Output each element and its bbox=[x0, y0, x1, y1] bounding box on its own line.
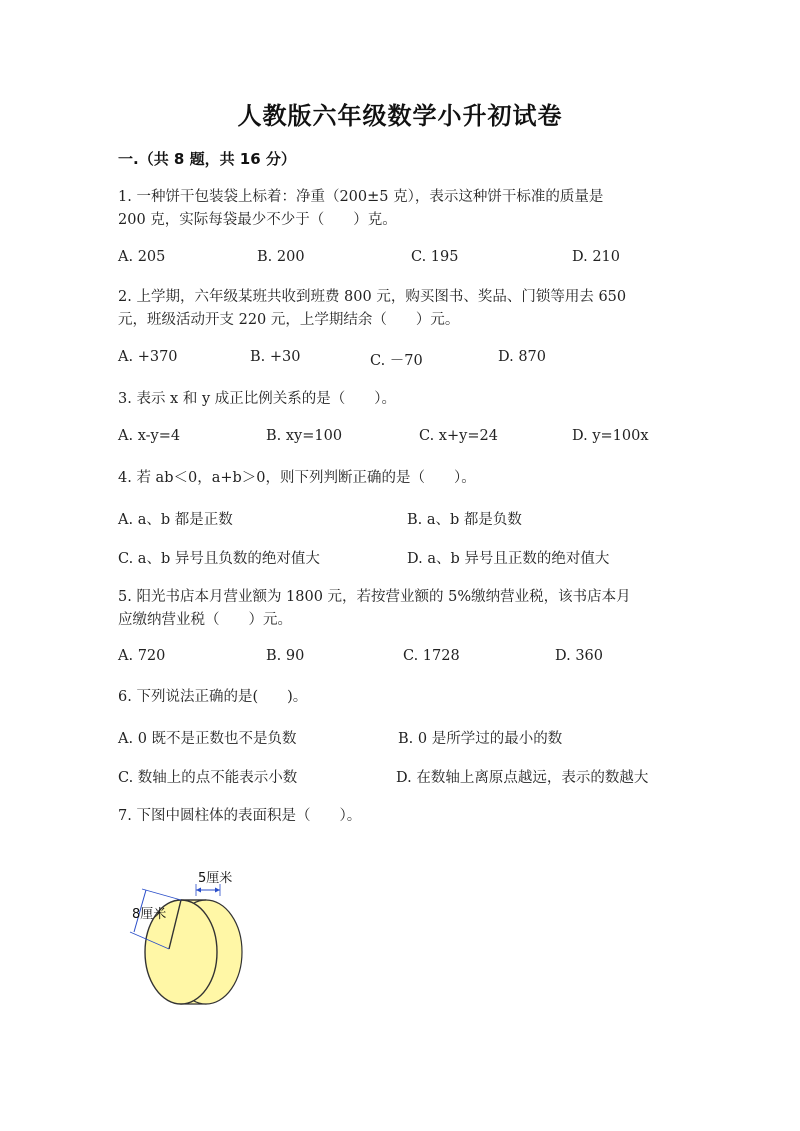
option-d[interactable]: D. a、b 异号且正数的绝对值大 bbox=[407, 551, 610, 567]
option-d[interactable]: D. 210 bbox=[572, 249, 621, 265]
question-text-line: 2. 上学期，六年级某班共收到班费 800 元，购买图书、奖品、门锁等用去 650 bbox=[118, 289, 627, 305]
question-text-line: 1. 一种饼干包装袋上标着：净重（200±5 克），表示这种饼干标准的质量是 bbox=[118, 189, 604, 205]
question-text-line: 4. 若 ab＜0，a+b＞0，则下列判断正确的是（ ）。 bbox=[118, 470, 476, 486]
question-text-line: 5. 阳光书店本月营业额为 1800 元，若按营业额的 5%缴纳营业税，该书店本月 bbox=[118, 589, 631, 605]
page-title: 人教版六年级数学小升初试卷 bbox=[237, 102, 563, 130]
option-b[interactable]: B. 90 bbox=[266, 648, 305, 664]
option-b[interactable]: B. a、b 都是负数 bbox=[407, 512, 522, 528]
question-text-line: 7. 下图中圆柱体的表面积是（ ）。 bbox=[118, 808, 362, 824]
option-b[interactable]: B. xy=100 bbox=[266, 428, 343, 444]
question-2 bbox=[118, 286, 678, 332]
option-a[interactable]: A. a、b 都是正数 bbox=[118, 512, 233, 528]
option-a[interactable]: A. +370 bbox=[118, 349, 178, 365]
question-5 bbox=[118, 586, 678, 632]
option-c[interactable]: C. 195 bbox=[411, 249, 459, 265]
option-b[interactable]: B. 0 是所学过的最小的数 bbox=[398, 731, 563, 747]
option-c[interactable]: C. a、b 异号且负数的绝对值大 bbox=[118, 551, 320, 567]
question-text-line: 6. 下列说法正确的是( )。 bbox=[118, 689, 308, 705]
question-6 bbox=[118, 686, 678, 709]
arrow-head-icon bbox=[196, 888, 201, 893]
option-b[interactable]: B. +30 bbox=[250, 349, 301, 365]
section-heading: 一.（共 8 题，共 16 分） bbox=[118, 150, 296, 168]
option-a[interactable]: A. 720 bbox=[118, 648, 166, 664]
option-a[interactable]: A. 205 bbox=[118, 249, 166, 265]
option-a[interactable]: A. 0 既不是正数也不是负数 bbox=[118, 731, 297, 747]
label-radius: 5厘米 bbox=[198, 871, 233, 886]
cylinder-figure bbox=[124, 860, 254, 1020]
option-b[interactable]: B. 200 bbox=[257, 249, 305, 265]
option-c[interactable]: C. 1728 bbox=[403, 648, 460, 664]
question-4 bbox=[118, 467, 678, 490]
option-c[interactable]: C. 数轴上的点不能表示小数 bbox=[118, 770, 298, 786]
option-c[interactable]: C. －70 bbox=[370, 353, 423, 369]
option-d[interactable]: D. 870 bbox=[498, 349, 547, 365]
option-d[interactable]: D. 在数轴上离原点越远，表示的数越大 bbox=[396, 770, 649, 786]
label-height: 8厘米 bbox=[132, 907, 167, 922]
question-text-line: 3. 表示 x 和 y 成正比例关系的是（ ）。 bbox=[118, 391, 396, 407]
option-a[interactable]: A. x-y=4 bbox=[118, 428, 181, 444]
question-text-line: 200 克，实际每袋最少不少于（ ）克。 bbox=[118, 212, 397, 228]
question-3 bbox=[118, 388, 678, 411]
question-7 bbox=[118, 805, 678, 828]
question-text-line: 元，班级活动开支 220 元，上学期结余（ ）元。 bbox=[118, 312, 460, 328]
question-text-line: 应缴纳营业税（ ）元。 bbox=[118, 612, 292, 628]
option-d[interactable]: D. y=100x bbox=[572, 428, 649, 444]
option-d[interactable]: D. 360 bbox=[555, 648, 604, 664]
option-c[interactable]: C. x+y=24 bbox=[419, 428, 498, 444]
arrow-head-icon bbox=[215, 888, 220, 893]
extension-line bbox=[142, 889, 181, 900]
question-1 bbox=[118, 186, 678, 232]
